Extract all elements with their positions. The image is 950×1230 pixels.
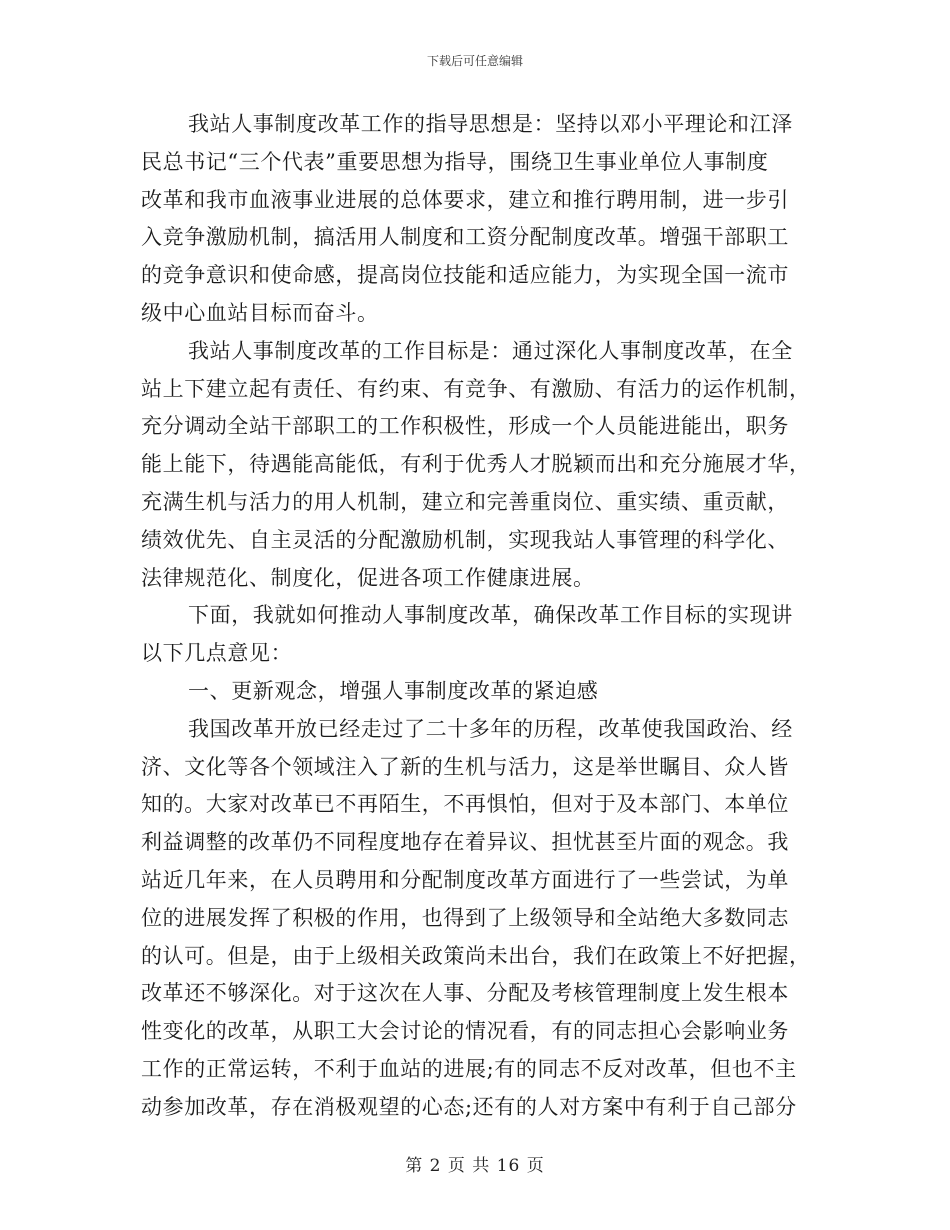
paragraph-line: 我站人事制度改革工作的指导思想是：坚持以邓小平理论和江泽 bbox=[188, 112, 793, 136]
paragraph-line: 下面，我就如何推动人事制度改革，确保改革工作目标的实现讲 bbox=[188, 603, 793, 628]
section-heading: 一、更新观念，增强人事制度改革的紧迫感 bbox=[188, 678, 599, 703]
paragraph-line: 动参加改革，存在消极观望的心态;还有的人对方案中有利于自己部分 bbox=[141, 1094, 797, 1119]
paragraph-line: 的竞争意识和使命感，提高岗位技能和适应能力，为实现全国一流市 bbox=[141, 263, 789, 288]
paragraph-line: 民总书记“三个代表”重要思想为指导，围绕卫生事业单位人事制度 bbox=[141, 149, 769, 174]
paragraph-line: 充满生机与活力的用人机制，建立和完善重岗位、重实绩、重贡献， bbox=[141, 489, 789, 514]
paragraph-line: 绩效优先、自主灵活的分配激励机制，实现我站人事管理的科学化、 bbox=[141, 527, 789, 552]
paragraph-line: 站上下建立起有责任、有约束、有竞争、有激励、有活力的运作机制， bbox=[141, 376, 811, 401]
paragraph-line: 充分调动全站干部职工的工作积极性，形成一个人员能进能出，职务 bbox=[141, 414, 789, 439]
paragraph-line: 级中心血站目标而奋斗。 bbox=[141, 300, 379, 325]
paragraph-line: 工作的正常运转，不利于血站的进展;有的同志不反对改革，但也不主 bbox=[141, 1056, 797, 1081]
page-number-footer: 第 2 页 共 16 页 bbox=[405, 1156, 545, 1176]
paragraph-line: 济、文化等各个领域注入了新的生机与活力，这是举世瞩目、众人皆 bbox=[141, 754, 789, 779]
document-body bbox=[141, 106, 811, 1127]
paragraph-line: 性变化的改革，从职工大会讨论的情况看，有的同志担心会影响业务 bbox=[141, 1019, 789, 1044]
paragraph-line: 能上能下，待遇能高能低，有利于优秀人才脱颖而出和充分施展才华， bbox=[141, 452, 811, 477]
page-header-note: 下载后可任意编辑 bbox=[426, 54, 523, 68]
paragraph-line: 的认可。但是，由于上级相关政策尚未出台，我们在政策上不好把握， bbox=[141, 943, 811, 968]
paragraph-line: 以下几点意见： bbox=[141, 641, 293, 666]
paragraph-line: 改革和我市血液事业进展的总体要求，建立和推行聘用制，进一步引 bbox=[141, 187, 789, 212]
paragraph-line: 我国改革开放已经走过了二十多年的历程，改革使我国政治、经 bbox=[188, 716, 793, 741]
paragraph-line: 利益调整的改革仍不同程度地存在着异议、担忧甚至片面的观念。我 bbox=[141, 830, 789, 855]
paragraph-line: 位的进展发挥了积极的作用，也得到了上级领导和全站绝大多数同志 bbox=[141, 905, 789, 930]
paragraph-line: 知的。大家对改革已不再陌生，不再惧怕，但对于及本部门、本单位 bbox=[141, 792, 789, 817]
paragraph-line: 我站人事制度改革的工作目标是：通过深化人事制度改革，在全 bbox=[188, 338, 793, 363]
paragraph-line: 站近几年来，在人员聘用和分配制度改革方面进行了一些尝试，为单 bbox=[141, 867, 789, 892]
paragraph-line: 改革还不够深化。对于这次在人事、分配及考核管理制度上发生根本 bbox=[141, 981, 789, 1006]
paragraph-line: 法律规范化、制度化，促进各项工作健康进展。 bbox=[141, 565, 595, 590]
paragraph-line: 入竞争激励机制，搞活用人制度和工资分配制度改革。增强干部职工 bbox=[141, 225, 789, 250]
